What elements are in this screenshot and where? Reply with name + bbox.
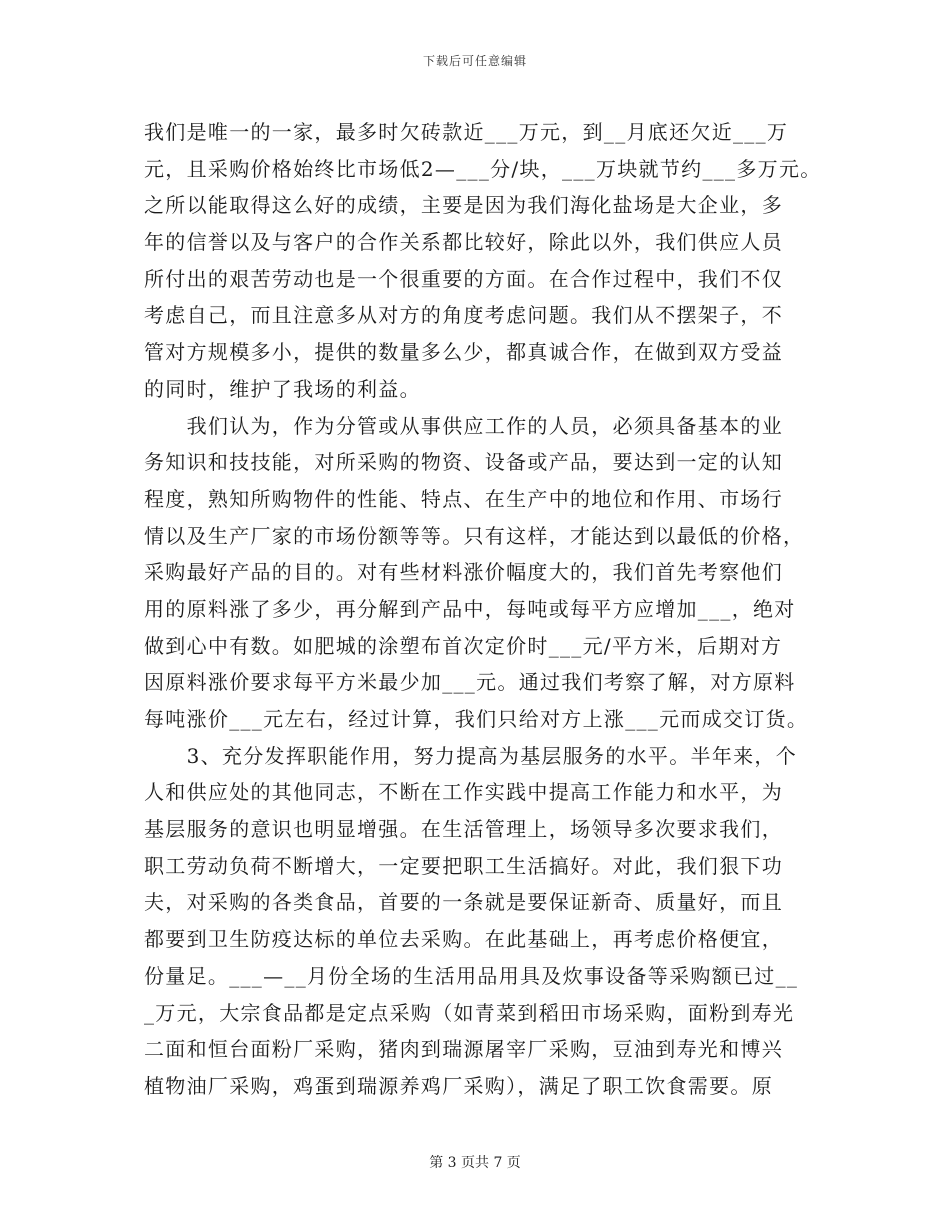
text-line: 元，且采购价格始终比市场低2—___分/块，___万块就节约___多万元。	[144, 156, 822, 181]
text-line: 程度，熟知所购物件的性能、特点、在生产中的地位和作用、市场行	[144, 486, 783, 511]
text-line: 份量足。___—__月份全场的生活用品用具及炊事设备等采购额已过__	[144, 963, 799, 988]
text-line: 管对方规模多小，提供的数量多么少，都真诚合作，在做到双方受益	[144, 340, 783, 365]
document-body	[144, 114, 824, 1105]
text-line: 二面和恒台面粉厂采购，猪肉到瑞源屠宰厂采购，豆油到寿光和博兴	[144, 1037, 783, 1062]
text-line: 基层服务的意识也明显增强。在生活管理上，场领导多次要求我们，	[144, 817, 783, 842]
text-line: 的同时，维护了我场的利益。	[144, 376, 421, 401]
text-line: 情以及生产厂家的市场份额等等。只有这样，才能达到以最低的价格，	[144, 523, 805, 548]
text-line: 3、充分发挥职能作用，努力提高为基层服务的水平。半年来，个	[144, 743, 798, 768]
text-line: 人和供应处的其他同志，不断在工作实践中提高工作能力和水平，为	[144, 780, 783, 805]
text-line: 年的信誉以及与客户的合作关系都比较好，除此以外，我们供应人员	[144, 230, 783, 255]
text-line: 我们认为，作为分管或从事供应工作的人员，必须具备基本的业	[144, 413, 783, 438]
page-footer: 第 3 页共 7 页	[429, 1155, 521, 1171]
text-line: 因原料涨价要求每平方米最少加___元。通过我们考察了解，对方原料	[144, 670, 796, 695]
text-line: 考虑自己，而且注意多从对方的角度考虑问题。我们从不摆架子，不	[144, 303, 783, 328]
text-line: 采购最好产品的目的。对有些材料涨价幅度大的，我们首先考察他们	[144, 560, 783, 585]
text-line: 每吨涨价___元左右，经过计算，我们只给对方上涨___元而成交订货。	[144, 707, 809, 731]
text-line: 所付出的艰苦劳动也是一个很重要的方面。在合作过程中，我们不仅	[144, 266, 783, 291]
text-line: 做到心中有数。如肥城的涂塑布首次定价时___元/平方米，后期对方	[144, 633, 783, 658]
page-header: 下载后可任意编辑	[422, 54, 527, 68]
text-line: 用的原料涨了多少，再分解到产品中，每吨或每平方应增加___，绝对	[144, 596, 796, 621]
text-line: 之所以能取得这么好的成绩，主要是因为我们海化盐场是大企业，多	[144, 193, 783, 218]
text-line: 务知识和技技能，对所采购的物资、设备或产品，要达到一定的认知	[144, 450, 783, 475]
text-line: 夫，对采购的各类食品，首要的一条就是要保证新奇、质量好，而且	[144, 890, 783, 915]
text-line: _万元，大宗食品都是定点采购（如青菜到稻田市场采购，面粉到寿光	[144, 1000, 795, 1025]
text-line: 职工劳动负荷不断增大，一定要把职工生活搞好。对此，我们狠下功	[144, 853, 783, 878]
text-line: 植物油厂采购，鸡蛋到瑞源养鸡厂采购），满足了职工饮食需要。原	[144, 1073, 773, 1098]
text-line: 我们是唯一的一家，最多时欠砖款近___万元，到__月底还欠近___万	[144, 120, 789, 144]
text-line: 都要到卫生防疫达标的单位去采购。在此基础上，再考虑价格便宜，	[144, 927, 783, 952]
